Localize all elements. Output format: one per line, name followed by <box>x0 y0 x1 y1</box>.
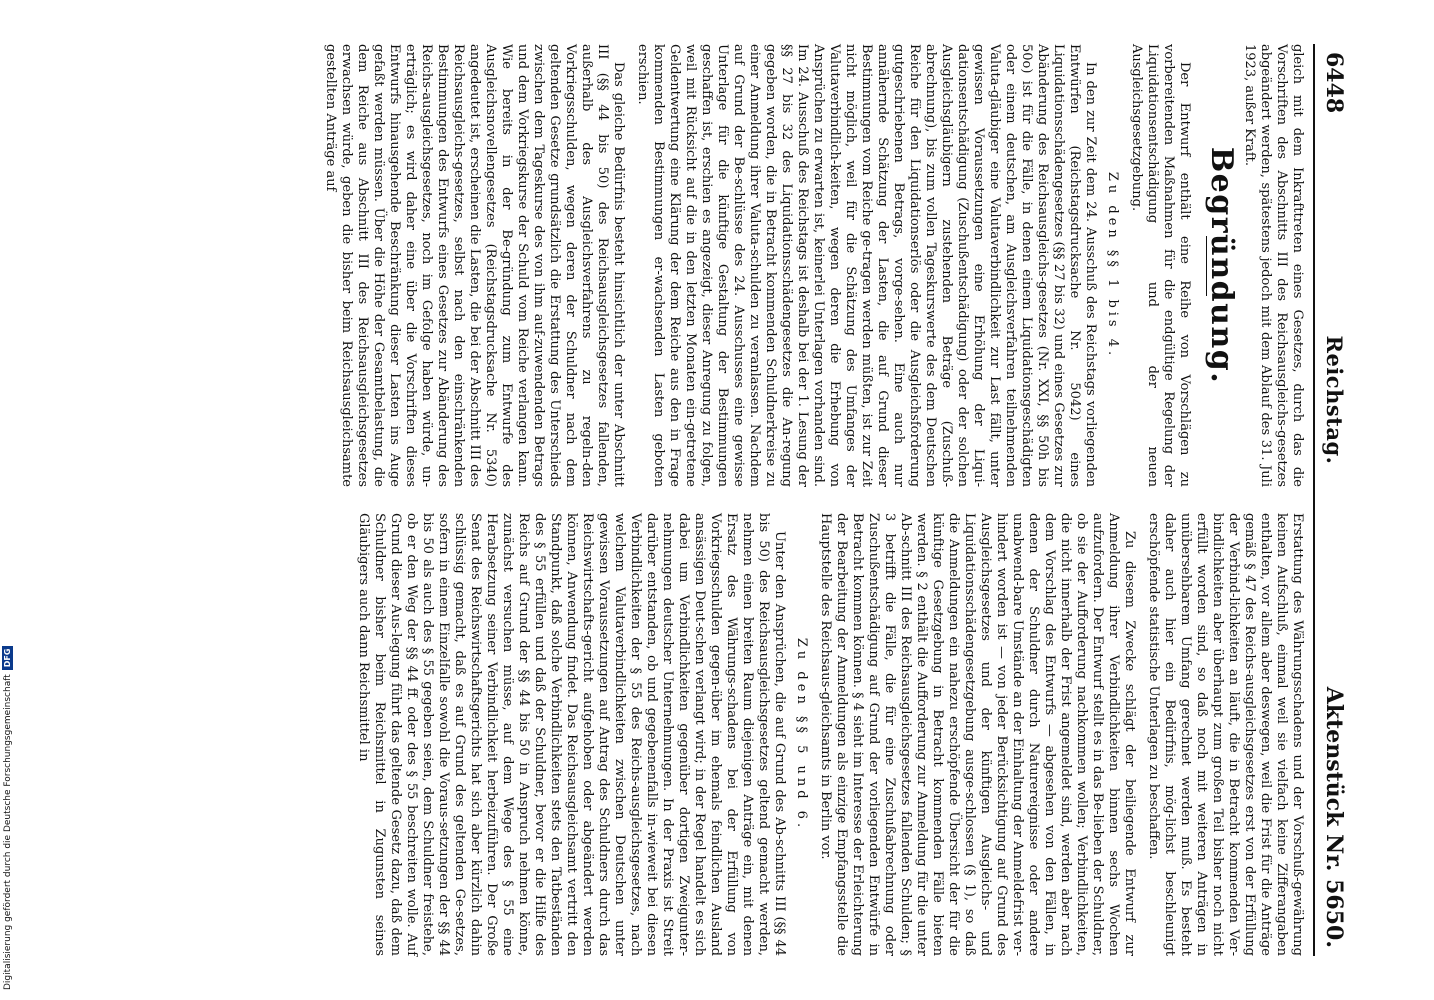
header-rule <box>1313 44 1315 956</box>
subheading: Zu den §§ 5 und 6. <box>794 637 809 832</box>
dfg-logo: DFG <box>2 646 13 671</box>
text-columns <box>314 44 1305 956</box>
digitization-note <box>2 646 13 990</box>
paragraph: Das gleiche Bedürfnis besteht hinsichtlich der unter Abschnitt III (§§ 44 bis 50) des Reichsausgleichsgesetzes fallenden, außerhalb des Ausgleichsverfahrens zu regeln-den Vorkriegsschulden, wegen deren der Schuldner nach dem geltenden Gesetze grundsätzlich die Erstattung des Unterschieds zwischen dem Tageskurse des von ihm auf-zuwendenden Betrags und dem Vorkriegskurse der Schuld vom Reiche verlangen kann. Wie bereits in der Be-gründung zum Entwurfe des Ausgleichsnovellengesetzes (Reichstagsdrucksache Nr. 5340) angedeutet ist, erscheinen die Lasten, die bei der Abschnitt III des Reichsausgleichs-gesetzes, selbst nach den einschränkenden Bestimmungen des Entwurfs eines Gesetzes zur Abänderung des Reichs-ausgleichsgesetzes, noch im Gefolge haben würde, un-erträglich; es wird daher eine über die Vorschriften dieses Entwurfs hinausgehende Beschränkung dieser Lasten ins Auge gefaßt werden müssen. Über die Höhe der Gesamtbelastung, die dem Reiche aus Abschnitt III des Reichsausgleichsgesetzes erwachsen würde, geben die bisher beim Reichsausgleichsamte gestellten Anträge auf <box>323 44 626 487</box>
left-column <box>314 44 1305 487</box>
page-number: 6448 <box>1321 52 1347 114</box>
funding-text: Digitalisierung gefördert durch die Deutsche Forschungsgemeinschaft <box>2 674 13 990</box>
page-header <box>1319 44 1349 956</box>
section-title: Begründung. <box>1204 146 1239 385</box>
section-name: Reichstag. <box>1322 335 1347 465</box>
intro-paragraph: gleich mit dem Inkrafttreten eines Gesetzes, durch das die Vorschriften des Abschnitts III des Reichsausgleichs-gesetzes abgeändert werden, spätestens jedoch mit dem Ablauf des 31. Juli 1923, außer Kraft. <box>1242 44 1305 487</box>
right-column <box>314 513 1305 956</box>
document-page <box>67 10 1367 990</box>
paragraph: Zu diesem Zwecke schlägt der beiliegende Entwurf zur Anmeldung ihrer Verbindlichkeiten binnen sechs Wochen aufzufordern. Der Entwurf stellt es in das Be-lieben der Schuldner, ob sie der Aufforderung nachkommen wollen; Verbindlichkeiten, die nicht innerhalb der Frist angemeldet sind, werden aber nach dem Vorschlag des Entwurfs — abgesehen von den Fällen, in denen der Schuldner durch Naturereignisse oder andere unabwend-bare Umstände an der Einhaltung der Anmeldefrist ver-hindert worden ist — von jeder Berücksichtigung auf Grund des Ausgleichsgesetzes und der künftigen Ausgleichs- und Liquidationsschädengesetzgebung ausge-schlossen (§ 1), so daß die Anmeldungen ein nahezu erschöpfende Übersicht der für die künftige Gesetzgebung in Betracht kommenden Fälle bieten werden. § 2 enthält die Aufforderung zur Anmeldung für die unter Ab-schnitt III des Reichsausgleichsgesetzes fallenden Schulden; § 3 betrifft die Fälle, die für eine Zuschußabrechnung oder Zuschußentschädigung auf Grund der vorliegenden Entwürfe in Betracht kommen können. § 4 sieht im Interesse der Erleichterung der Bearbeitung der Anmeldungen als einzige Empfangsstelle die Hauptstelle des Reichsaus-gleichsamts in Berlin vor. <box>818 513 1137 956</box>
subheading: Zu den §§ 1 bis 4. <box>1105 171 1120 360</box>
paragraph: Unter den Ansprüchen, die auf Grund des Ab-schnitts III (§§ 44 bis 50) des Reichsausgleichsgesetzes geltend gemacht werden, nehmen einen breiten Raum diejenigen Anträge ein, mit denen Ersatz des Währungs-schadens bei der Erfüllung von Vorkriegsschulden gegen-über im ehemals feindlichen Ausland ansässigen Deut-schen verlangt wird; in der Regel handelt es sich dabei um Verbindlichkeiten gegenüber dortigen Zweigunter-nehmungen deutscher Unternehmungen. In der Praxis ist Streit darüber entstanden, ob und gegebenenfalls in-wieweit bei diesen Verbindlichkeiten der § 55 des Reichs-ausgleichsgesetzes, nach welchem Valutaverbindlichkeiten zwischen Deutschen unter gewissen Voraussetzungen auf Antrag des Schuldners durch das Reichswirtschafts-gericht aufgehoben oder abgeändert werden können, Anwendung findet. Das Reichsausgleichsamt vertritt den Standpunkt, daß solche Verbindlichkeiten stets den Tatbeständen des § 55 erfüllen und daß der Schuldner, bevor er die Hilfe des Reichs auf Grund der §§ 44 bis 50 in Anspruch nehmen könne, zunächst versuchen müsse, auf dem Wege des § 55 eine Herabsetzung seiner Verbindlichkeit herbeizuführen. Der Große Senat des Reichswirtschaftsgerichts hat sich aber kürzlich dahin schlüssig gemacht, daß es auf Grund des geltenden Ge-setzes, sofern in einem Einzelfalle sowohl die Voraus-setzungen der §§ 44 bis 50 als auch des § 55 gegeben seien, dem Schuldner freistehe, ob er den Weg der §§ 44 ff. oder des § 55 beschreiten wolle. Auf Grund dieser Aus-legung führt das geltende Gesetz dazu, daß dem Schuldner bisher beim Reichsmittel in Zugunsten seines Gläubigers auch dann Reichsmittel in <box>356 513 787 956</box>
paragraph: Erstattung des Währungsschadens und der Vorschuß-gewährung keinen Aufschluß, einmal weil sie vielfach keine Zifferangaben enthalten, vor allem aber deswegen, weil die Frist für die Anträge gemäß § 47 des Reichs-ausgleichsgesetzes erst von der Erfüllung der Verbind-lichkeiten an läuft, die in Betracht kommenden Ver-bindlichkeiten aber überhaupt zum großen Teil bisher noch nicht erfüllt worden sind, so daß noch mit weiteren Anträgen in unübersehbarem Umfang gerechnet werden muß. Es besteht daher auch hier ein Bedürfnis, mög-lichst beschleunigt erschöpfende statistische Unterlagen zu beschaffen. <box>1146 513 1305 956</box>
document-number: Aktenstück Nr. 5650. <box>1321 686 1347 948</box>
paragraph: Der Entwurf enthält eine Reihe von Vorschlägen zu vorbereitenden Maßnahmen für die endgültige Regelung der Liquidationsentschädigung und der neuen Ausgleichsgesetzgebung. <box>1129 44 1192 487</box>
paragraph: In den zur Zeit dem 24. Ausschuß des Reichstags vorliegenden Entwürfen (Reichstagsdrucksache Nr. 5042) eines Liquidationsschädengesetzes (§§ 27 bis 32) und eines Gesetzes zur Abänderung des Reichsausgleichs-gesetzes (Nr. XXI, §§ 50h bis 50o) ist für die Fälle, in denen einem Liquidationsgeschädigten oder einem deutschen, am Ausgleichsverfahren teilnehmenden Valuta-gläubiger eine Valutaverbindlichkeit zur Last fällt, unter gewissen Voraussetzungen eine Erhöhung der Liqui-dationsentschädigung (Zuschußentschädigung) oder der solchen Ausgleichsgläubigern zustehenden Beträge (Zuschuß-abrechnung), bis zum vollen Tageskurswerte des dem Deutschen Reiche für den Liquidationserlös oder die Ausgleichsforderung gutgeschriebenen Betrags, vorge-sehen. Eine auch nur annähernde Schätzung der Lasten, die auf Grund dieser Bestimmungen vom Reiche ge-tragen werden müßten, ist zur Zeit nicht möglich, weil für die Schätzung des Umfanges der Valutaverbindlich-keiten, wegen deren die Erhebung von Ansprüchen zu erwarten ist, keinerlei Unterlagen vorhanden sind. Im 24. Ausschuß des Reichstags ist deshalb bei der 1. Lesung der §§ 27 bis 32 des Liquidationsschädengesetzes die An-regung gegeben worden, die in Betracht kommenden Schuldnerkreise zu einer Anmeldung ihrer Valuta-schulden zu veranlassen. Nachdem auf Grund der Be-schlüsse des 24. Ausschusses eine gewisse Unterlage für die künftige Gestaltung der Bestimmungen geschaffen ist, erschien es angezeigt, dieser Anregung zu folgen, weil mit Rücksicht auf die in den letzten Monaten ein-getretene Geldentwertung eine Klärung der dem Reiche aus den in Frage kommenden Bestimmungen er-wachsenden Lasten geboten erschien. <box>635 44 1098 487</box>
